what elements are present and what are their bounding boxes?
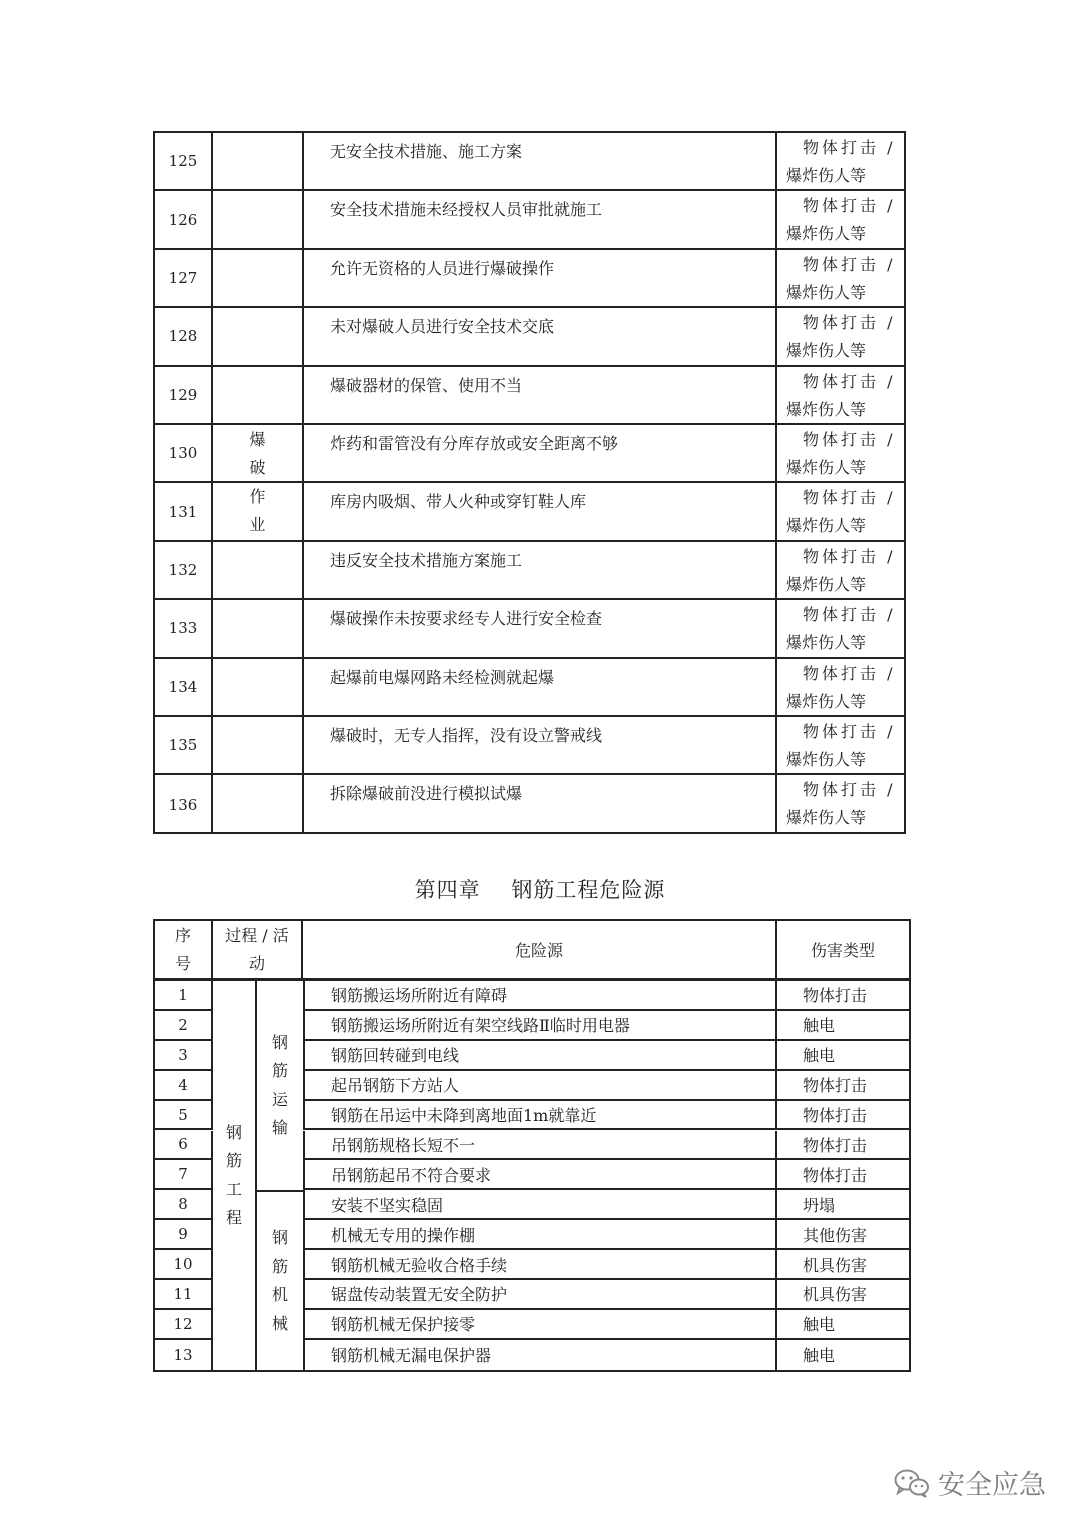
row-hazard: 安全技术措施未经授权人员审批就施工: [302, 191, 777, 247]
row-hazard: 钢筋搬运场所附近有障碍: [303, 981, 777, 1011]
chapter-title: 第四章 钢筋工程危险源: [414, 878, 666, 902]
row-injury-type: [777, 542, 904, 598]
table-row: [155, 1280, 909, 1310]
table-row: [155, 775, 904, 833]
row-hazard: 允许无资格的人员进行爆破操作: [302, 250, 777, 306]
injury-type-line2: 爆炸伤人等: [786, 750, 867, 769]
row-injury-type: 触电: [777, 1041, 909, 1071]
row-injury-type: [777, 308, 904, 364]
row-seq: 129: [155, 367, 213, 423]
vertical-char: 筋: [225, 1151, 242, 1170]
table-row: [155, 981, 909, 1011]
vertical-char: 工: [225, 1179, 242, 1199]
row-seq: 6: [155, 1131, 213, 1161]
row-seq: 9: [155, 1220, 213, 1250]
vertical-char: 破: [249, 458, 266, 477]
row-injury-type: 触电: [803, 1346, 836, 1366]
row-injury-type: 机具伤害: [777, 1280, 909, 1310]
vertical-char: 程: [225, 1208, 242, 1227]
header-process-line1: 过程 / 活: [225, 925, 289, 945]
vertical-char: 运: [271, 1089, 288, 1109]
vertical-char: 钢: [225, 1122, 242, 1142]
row-seq: 135: [155, 717, 213, 773]
table-row: [155, 1250, 909, 1280]
row-hazard: 钢筋搬运场所附近有架空线路Ⅱ临时用电器: [303, 1011, 777, 1041]
row-seq: 13: [155, 1340, 213, 1370]
vertical-char: 爆: [249, 429, 266, 449]
injury-type-line2: 爆炸伤人等: [786, 399, 867, 419]
vertical-char: 机: [271, 1285, 288, 1304]
row-hazard: 吊钢筋规格长短不一: [303, 1131, 777, 1161]
table-row: [155, 308, 904, 366]
row-hazard: 钢筋在吊运中未降到离地面1m就靠近: [303, 1101, 777, 1131]
row-seq: 134: [155, 659, 213, 715]
header-process-line2: 动: [248, 953, 265, 973]
table-row: [155, 133, 904, 191]
vertical-char: 筋: [271, 1256, 288, 1276]
row-injury-type: [777, 250, 904, 306]
row-seq: 128: [155, 308, 213, 364]
row-injury-type: 坍塌: [777, 1190, 909, 1220]
table-row: [155, 367, 904, 425]
table-row: [155, 659, 904, 717]
injury-type-line2: 爆炸伤人等: [786, 574, 867, 594]
row-hazard: 钢筋机械无验收合格手续: [303, 1250, 777, 1280]
row-injury-type: 物体打击: [777, 1160, 909, 1190]
hazard-table-blasting: [153, 131, 906, 834]
table-row: [155, 600, 904, 658]
watermark-text: 安全应急: [938, 1470, 1046, 1501]
row-seq: 4: [155, 1071, 213, 1101]
table-row: [155, 1101, 909, 1131]
row-hazard: 拆除爆破前没进行模拟试爆: [302, 775, 777, 833]
table-row: [155, 1071, 909, 1101]
injury-type-line1: 物体打击 /: [803, 371, 896, 391]
row-hazard: 钢筋机械无保护接零: [303, 1310, 777, 1340]
injury-type-line1: 物体打击 /: [803, 663, 896, 683]
row-seq: 133: [155, 600, 213, 656]
injury-type-line1: 物体打击 /: [803, 780, 896, 800]
injury-type-line1: 物体打击 /: [803, 722, 896, 741]
injury-type-line2: 爆炸伤人等: [786, 516, 867, 536]
row-seq: 136: [155, 775, 213, 833]
table-row: [155, 1220, 909, 1250]
injury-type-line1: 物体打击 /: [803, 313, 896, 333]
row-hazard: 机械无专用的操作棚: [303, 1220, 777, 1250]
row-injury-type: [777, 425, 904, 481]
injury-type-line2: 爆炸伤人等: [786, 458, 867, 477]
injury-type-line1: 物体打击 /: [803, 430, 896, 449]
row-injury-type: [777, 717, 904, 773]
injury-type-line1: 物体打击 /: [803, 488, 896, 508]
row-injury-type: [777, 659, 904, 715]
row-seq: 132: [155, 542, 213, 598]
row-injury-type: 触电: [777, 1011, 909, 1041]
row-injury-type: [777, 775, 904, 833]
injury-type-line2: 爆炸伤人等: [786, 224, 867, 244]
injury-type-line2: 爆炸伤人等: [786, 166, 867, 185]
header-process: [213, 921, 303, 978]
injury-type-line1: 物体打击 /: [803, 254, 896, 274]
row-hazard: 炸药和雷管没有分库存放或安全距离不够: [302, 425, 777, 481]
wechat-icon: [894, 1468, 930, 1498]
row-hazard: 爆破时，无专人指挥，没有设立警戒线: [302, 717, 777, 773]
row-injury-type: [777, 133, 904, 189]
row-hazard: 爆破操作未按要求经专人进行安全检查: [302, 600, 777, 656]
header-seq-line2: 号: [174, 953, 191, 973]
row-injury-type: 物体打击: [777, 1131, 909, 1161]
vertical-char: 业: [249, 515, 266, 534]
table-row: [155, 425, 904, 483]
table-row: [155, 1011, 909, 1041]
table-row: [155, 1310, 909, 1340]
row-seq: 126: [155, 191, 213, 247]
row-hazard: 锯盘传动装置无安全防护: [303, 1280, 777, 1310]
row-hazard: 起爆前电爆网路未经检测就起爆: [302, 659, 777, 715]
injury-type-line1: 物体打击 /: [803, 546, 896, 566]
table-row: [155, 250, 904, 308]
vertical-char: 筋: [271, 1061, 288, 1080]
injury-type-line2: 爆炸伤人等: [786, 633, 867, 653]
row-injury-type: 物体打击: [777, 1071, 909, 1101]
row-hazard: 未对爆破人员进行安全技术交底: [302, 308, 777, 364]
vertical-char: 输: [271, 1118, 288, 1137]
injury-type-line2: 爆炸伤人等: [786, 282, 867, 302]
row-seq: 5: [155, 1101, 213, 1131]
table-row: [155, 1340, 909, 1370]
row-seq: 130: [155, 425, 213, 481]
header-seq-line1: 序: [174, 925, 191, 945]
row-seq: 7: [155, 1160, 213, 1190]
table-row: [155, 1190, 909, 1220]
injury-type-line2: 爆炸伤人等: [786, 341, 867, 361]
table-row: [155, 717, 904, 775]
row-injury-type: 物体打击: [777, 981, 909, 1011]
row-hazard: 库房内吸烟、带人火种或穿钉鞋人库: [302, 483, 777, 539]
row-hazard: 无安全技术措施、施工方案: [302, 133, 777, 189]
row-seq: 8: [155, 1190, 213, 1220]
header-hazard: 危险源: [303, 921, 777, 978]
row-seq: 2: [155, 1011, 213, 1041]
watermark: [894, 1463, 1046, 1502]
vertical-char: 械: [271, 1313, 288, 1333]
injury-type-line2: 爆炸伤人等: [786, 808, 867, 828]
row-hazard: 违反安全技术措施方案施工: [302, 542, 777, 598]
injury-type-line1: 物体打击 /: [803, 196, 896, 216]
table-row: [155, 483, 904, 541]
row-seq: 3: [155, 1041, 213, 1071]
row-injury-type: 机具伤害: [777, 1250, 909, 1280]
row-hazard: 爆破器材的保管、使用不当: [302, 367, 777, 423]
row-hazard: 吊钢筋起吊不符合要求: [303, 1160, 777, 1190]
injury-type-line1: 物体打击 /: [803, 138, 896, 157]
row-hazard: 钢筋回转碰到电线: [303, 1041, 777, 1071]
row-seq: 1: [155, 981, 213, 1011]
row-injury-type: [777, 367, 904, 423]
row-injury-type: [777, 600, 904, 656]
row-injury-type: 物体打击: [777, 1101, 909, 1131]
row-seq: 11: [155, 1280, 213, 1310]
row-seq: 12: [155, 1310, 213, 1340]
table-row: [155, 542, 904, 600]
row-injury-type: [777, 191, 904, 247]
row-seq: 131: [155, 483, 213, 539]
row-seq: 127: [155, 250, 213, 306]
row-injury-type: [777, 483, 904, 539]
table-row: [155, 1160, 909, 1190]
table-row: [155, 191, 904, 249]
row-hazard: 安装不坚实稳固: [303, 1190, 777, 1220]
table-row: [155, 1131, 909, 1161]
row-injury-type: 触电: [777, 1310, 909, 1340]
row-hazard: 起吊钢筋下方站人: [303, 1071, 777, 1101]
table-header: [155, 921, 909, 981]
header-seq: [155, 921, 213, 978]
row-injury-type: 其他伤害: [777, 1220, 909, 1250]
vertical-char: 钢: [271, 1032, 288, 1052]
vertical-char: 钢: [271, 1228, 288, 1247]
row-hazard: 钢筋机械无漏电保护器: [303, 1340, 777, 1370]
table-row: [155, 1041, 909, 1071]
row-seq: 10: [155, 1250, 213, 1280]
vertical-char: 作: [249, 486, 266, 506]
injury-type-line2: 爆炸伤人等: [786, 691, 867, 711]
header-injury-type: 伤害类型: [810, 941, 875, 960]
hazard-table-rebar: [153, 919, 911, 1372]
injury-type-line1: 物体打击 /: [803, 605, 896, 625]
row-seq: 125: [155, 133, 213, 189]
